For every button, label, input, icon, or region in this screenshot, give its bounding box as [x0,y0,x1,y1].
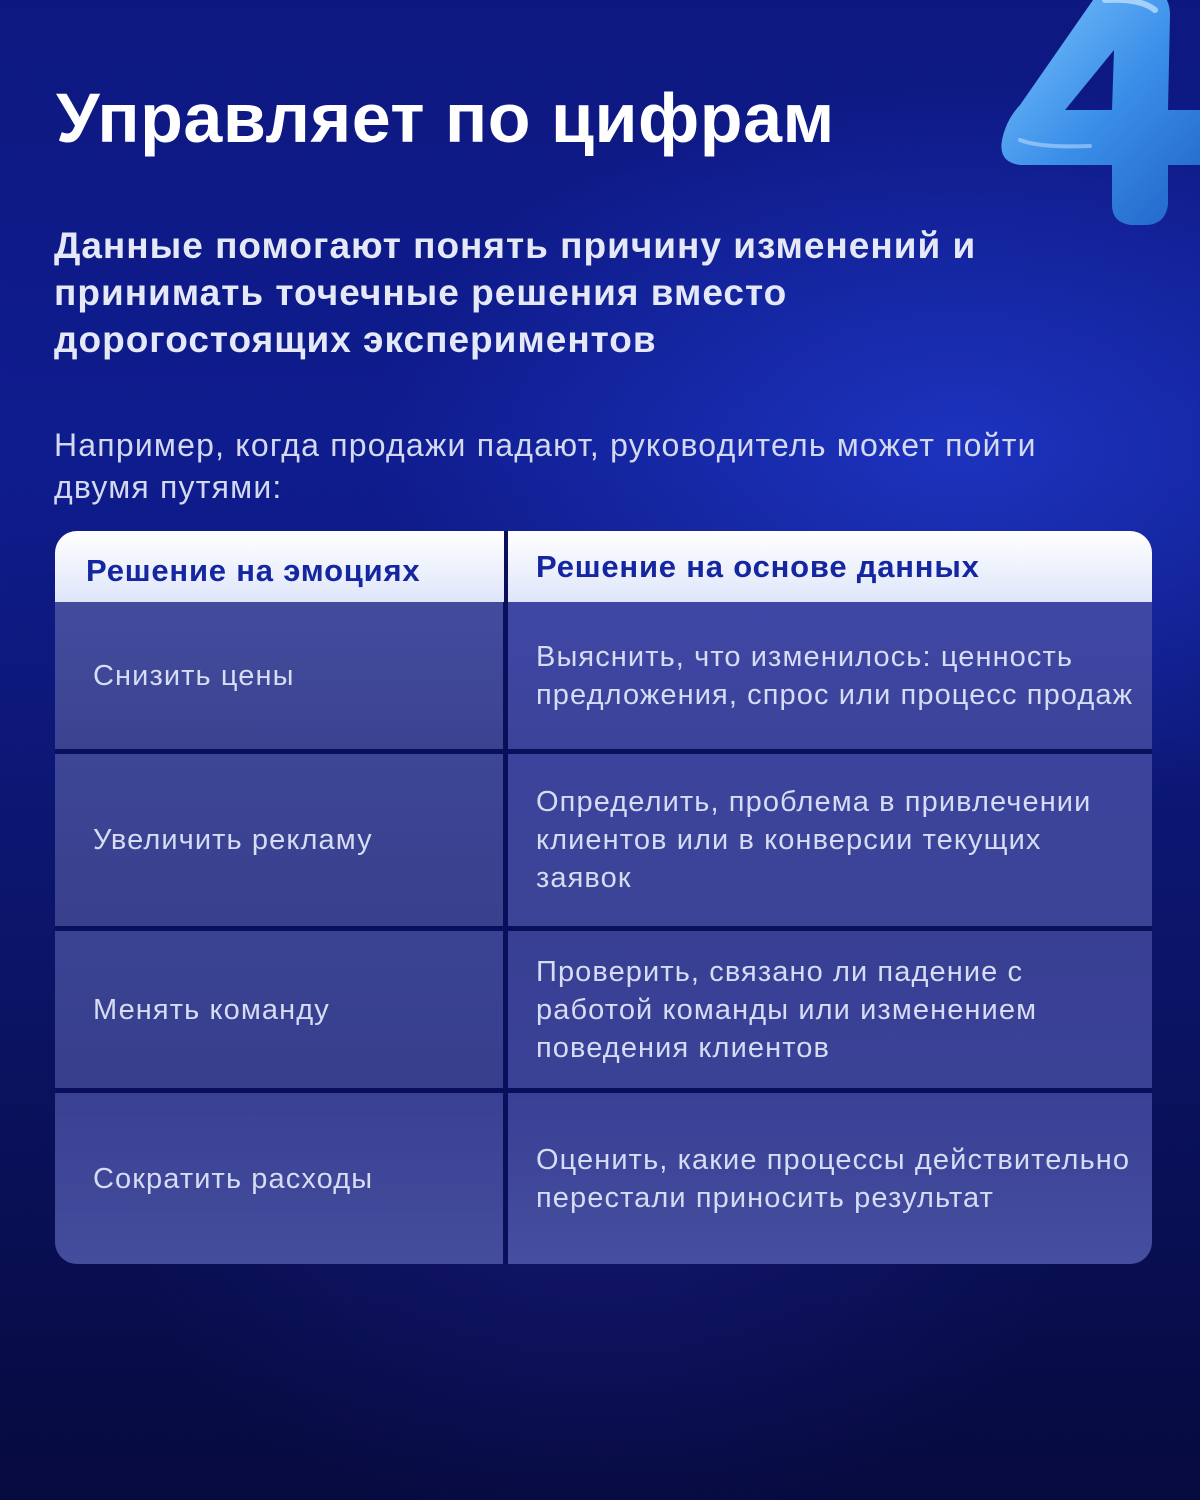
table-cell-emotion: Увеличить рекламу [55,754,508,931]
balloon-digit-4-icon [980,0,1200,230]
table-cell-data: Проверить, связано ли падение с работой команды или изменением поведения клиентов [508,931,1152,1093]
table-cell-emotion: Снизить цены [55,602,508,754]
header-emotions: Решение на эмоциях [55,531,508,602]
table-cell-emotion: Сократить расходы [55,1093,508,1264]
comparison-table [55,531,1152,1264]
page-subtitle: Данные помогают понять причину изменений и принимать точечные решения вместо дорогостоящих экспериментов [54,225,977,360]
table-cell-data: Определить, проблема в привлечении клиентов или в конверсии текущих заявок [508,754,1152,931]
intro-text: Например, когда продажи падают, руководитель может пойти двумя путями: [54,427,1037,505]
table-cell-data: Выяснить, что изменилось: ценность предложения, спрос или процесс продаж [508,602,1152,754]
table-cell-data: Оценить, какие процессы действительно перестали приносить результат [508,1093,1152,1264]
table-cell-emotion: Менять команду [55,931,508,1093]
page-title: Управляет по цифрам [56,79,835,157]
header-data: Решение на основе данных [508,531,1152,602]
